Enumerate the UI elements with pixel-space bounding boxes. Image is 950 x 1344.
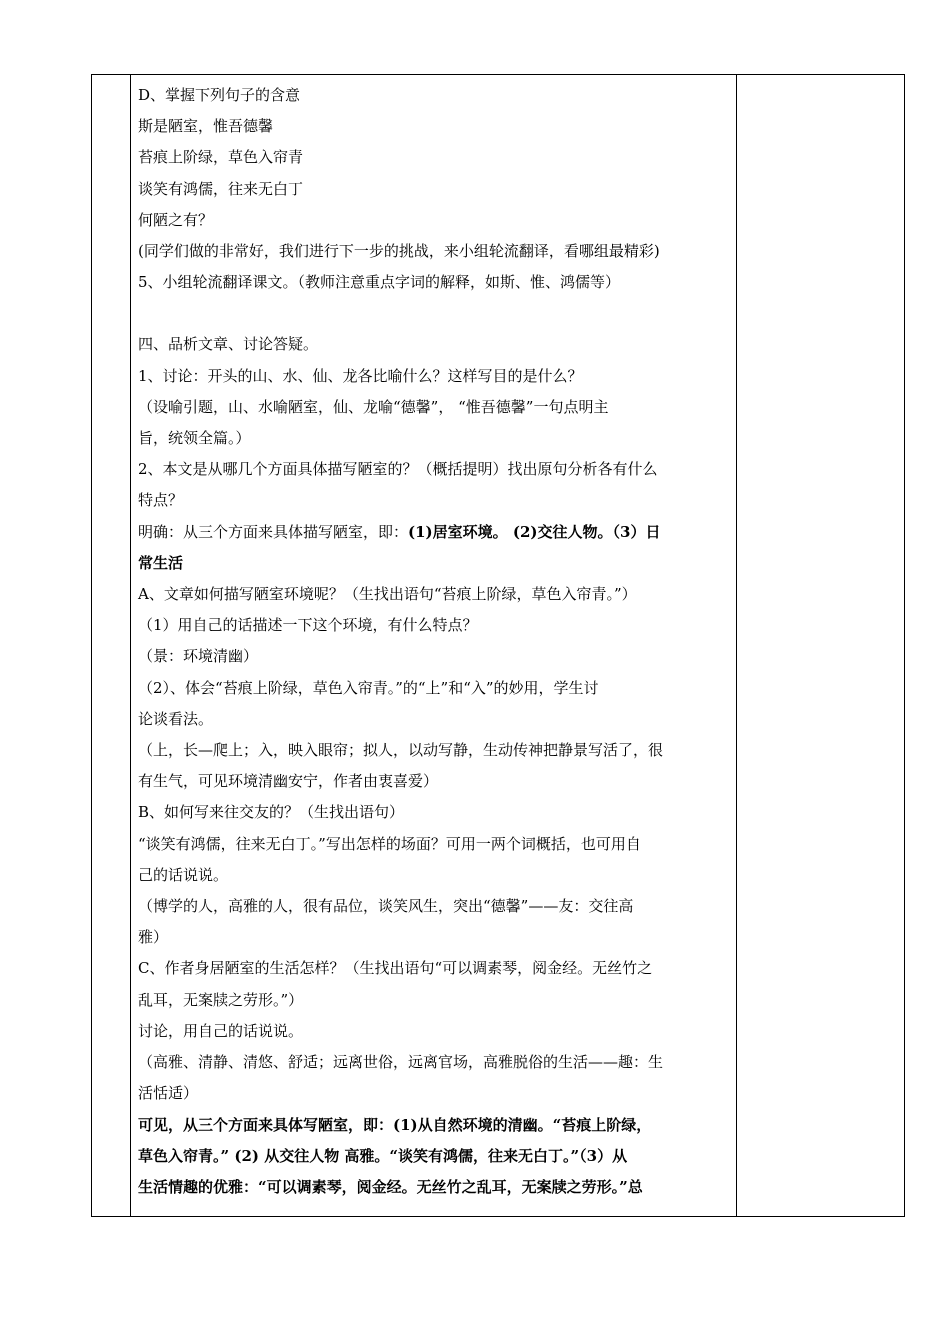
text-line: 活恬适）	[138, 1084, 199, 1103]
text-line: 雅）	[138, 928, 169, 947]
section-heading: 四、品析文章、讨论答疑。	[138, 335, 319, 354]
text-line: 旨，统领全篇。）	[138, 429, 251, 448]
text-line: 己的话说说。	[138, 865, 229, 884]
column-divider-right	[736, 75, 737, 1216]
text-span: 明确：从三个方面来具体描写陋室，即：	[138, 522, 409, 541]
text-line: （上，长—爬上；入，映入眼帘；拟人，以动写静，生动传神把静景写活了，很	[138, 741, 664, 760]
text-line: 有生气，可见环境清幽安宁，作者由衷喜爱）	[138, 772, 439, 791]
bold-text-span: (1)居室环境。 (2)交往人物。（3）日	[408, 522, 661, 541]
bold-text-line: 生活情趣的优雅：“可以调素琴，阅金经。无丝竹之乱耳，无案牍之劳形。”总	[138, 1177, 643, 1196]
bold-text-line: 草色入帘青。” (2) 从交往人物 高雅。“谈笑有鸿儒，往来无白丁。”（3）从	[138, 1146, 628, 1165]
bold-text-line: 常生活	[138, 553, 184, 572]
text-line: 谈笑有鸿儒，往来无白丁	[138, 179, 304, 198]
text-line: “谈笑有鸿儒，往来无白丁。”写出怎样的场面？可用一两个词概括，也可用自	[138, 834, 641, 853]
text-line: B、如何写来往交友的？（生找出语句）	[138, 803, 405, 822]
text-line: 讨论，用自己的话说说。	[138, 1021, 304, 1040]
text-line: 5、小组轮流翻译课文。（教师注意重点字词的解释，如斯、惟、鸿儒等）	[138, 273, 621, 292]
text-line: 斯是陋室，惟吾德馨	[138, 117, 274, 136]
text-line: C、作者身居陋室的生活怎样？（生找出语句“可以调素琴，阅金经。无丝竹之	[138, 959, 653, 978]
text-line: A、文章如何描写陋室环境呢？（生找出语句“苔痕上阶绿，草色入帘青。”）	[138, 585, 637, 604]
text-line: 1、讨论：开头的山、水、仙、龙各比喻什么？这样写目的是什么？	[138, 366, 583, 385]
text-line: （1）用自己的话描述一下这个环境，有什么特点？	[138, 616, 478, 635]
text-line: （博学的人，高雅的人，很有品位，谈笑风生，突出“德馨”——友：交往高	[138, 897, 634, 916]
text-line: （景：环境清幽）	[138, 647, 259, 666]
text-line: 特点？	[138, 491, 184, 510]
text-line: (同学们做的非常好，我们进行下一步的挑战，来小组轮流翻译，看哪组最精彩)	[138, 242, 660, 261]
lesson-content	[138, 80, 728, 1203]
text-line: 论谈看法。	[138, 709, 214, 728]
bold-text-line: 可见，从三个方面来具体写陋室，即：(1)从自然环境的清幽。“苔痕上阶绿，	[138, 1115, 652, 1134]
blank-line	[138, 298, 728, 329]
column-divider-left	[130, 75, 131, 1216]
text-line-mixed	[138, 517, 728, 548]
text-line: （2）、体会“苔痕上阶绿，草色入帘青。”的“上”和“入”的妙用，学生讨	[138, 678, 599, 697]
text-line: 乱耳，无案牍之劳形。”）	[138, 990, 304, 1009]
text-line: 苔痕上阶绿，草色入帘青	[138, 148, 304, 167]
text-line: （设喻引题，山、水喻陋室，仙、龙喻“德馨”， “惟吾德馨”一句点明主	[138, 397, 609, 416]
text-line: 何陋之有？	[138, 210, 214, 229]
text-line: 2、本文是从哪几个方面具体描写陋室的？（概括提明）找出原句分析各有什么	[138, 460, 658, 479]
text-line: D、掌握下列句子的含意	[138, 86, 301, 104]
text-line: （高雅、清静、清悠、舒适；远离世俗，远离官场，高雅脱俗的生活——趣：生	[138, 1053, 664, 1072]
